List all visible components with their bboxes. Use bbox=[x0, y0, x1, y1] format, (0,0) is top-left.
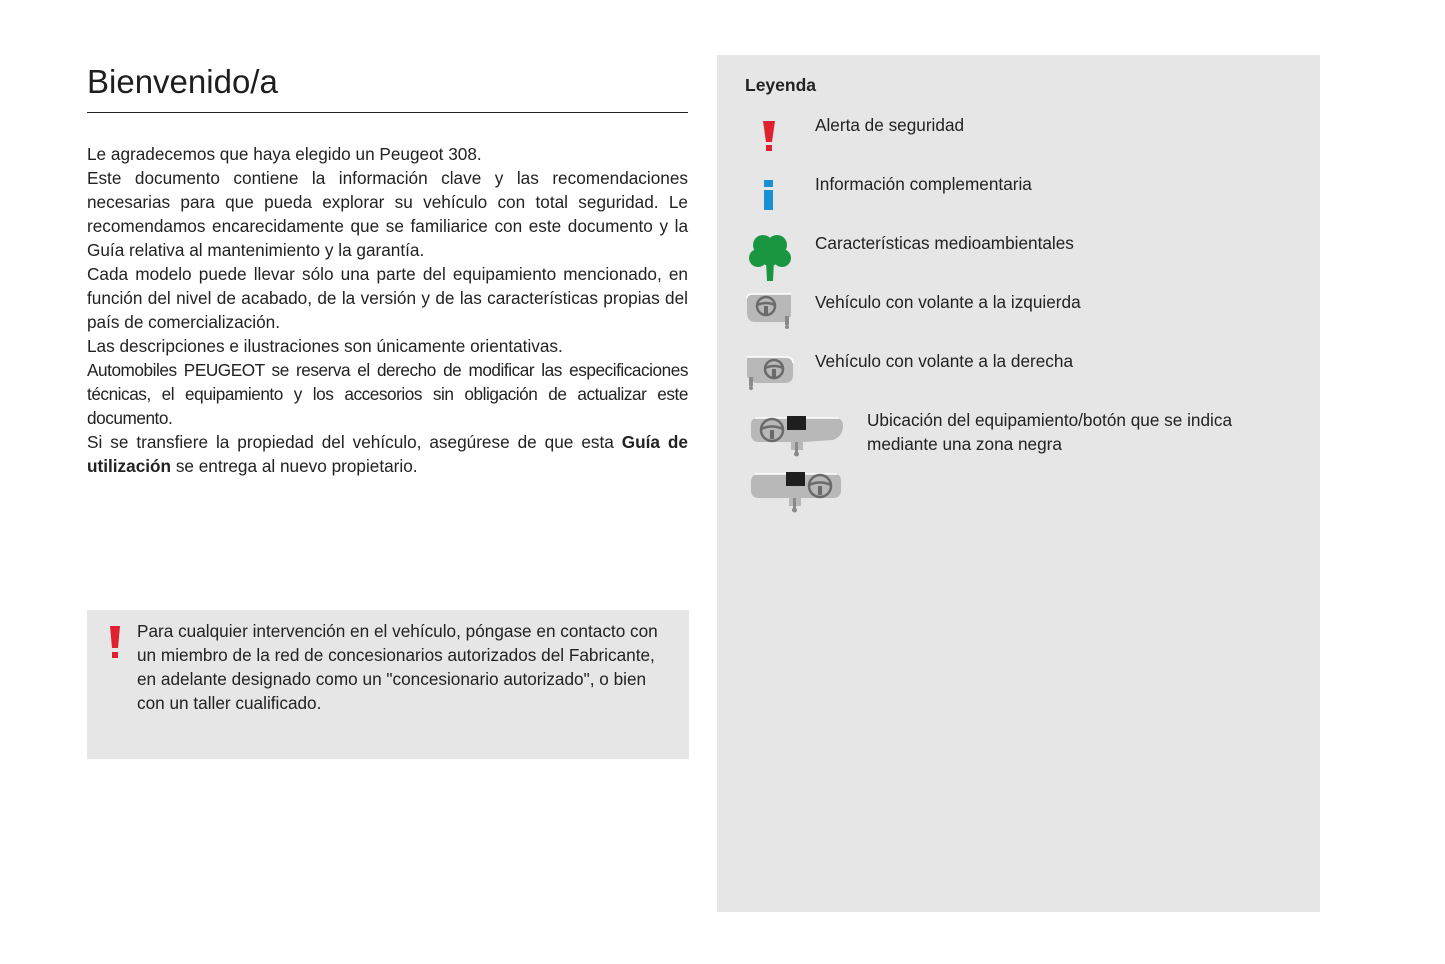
intro-paragraph: Automobiles PEUGEOT se reserva el derecho de modificar las especificaciones técnicas, el equipamiento y los accesorios sin obligación de actualizar este documento. bbox=[87, 360, 688, 428]
dashboard-location-right-icon bbox=[747, 468, 845, 518]
safety-alert-icon bbox=[761, 121, 777, 153]
intro-paragraph: Las descripciones e ilustraciones son únicamente orientativas. bbox=[87, 336, 563, 356]
tree-icon bbox=[749, 233, 791, 281]
right-hand-drive-icon bbox=[745, 353, 795, 393]
legend-label: Vehículo con volante a la derecha bbox=[815, 351, 1073, 371]
intro-paragraph: Cada modelo puede llevar sólo una parte del equipamiento mencionado, en función del nivel de acabado, de la versión y de las características propias del país de comercialización. bbox=[87, 264, 688, 332]
ownership-text-end: se entrega al nuevo propietario. bbox=[171, 456, 418, 476]
ownership-text: Si se transfiere la propiedad del vehículo, asegúrese de que esta bbox=[87, 432, 622, 452]
info-icon bbox=[763, 180, 775, 212]
page-title: Bienvenido/a bbox=[87, 60, 688, 113]
intro-paragraph: Le agradecemos que haya elegido un Peugeot 308. bbox=[87, 144, 482, 164]
intro-text bbox=[87, 142, 688, 478]
intro-paragraph: Este documento contiene la información clave y las recomendaciones necesarias para que pueda explorar su vehículo con total seguridad. Le recomendamos encarecidamente que se familiarice con este documento y la Guía relativa al mantenimiento y la garantía. bbox=[87, 168, 688, 260]
left-hand-drive-icon bbox=[745, 292, 795, 332]
legend-label: Ubicación del equipamiento/botón que se indica mediante una zona negra bbox=[867, 410, 1233, 454]
welcome-section bbox=[87, 60, 688, 478]
legend-label: Vehículo con volante a la izquierda bbox=[815, 292, 1081, 312]
legend-panel bbox=[717, 55, 1320, 912]
legend-title: Leyenda bbox=[745, 75, 816, 95]
legend-label: Información complementaria bbox=[815, 174, 1032, 194]
legend-label: Características medioambientales bbox=[815, 233, 1074, 253]
exclamation-icon bbox=[108, 626, 122, 660]
legend-label: Alerta de seguridad bbox=[815, 115, 965, 135]
warning-text: Para cualquier intervención en el vehículo, póngase en contacto con un miembro de la red de concesionarios autorizados del Fabricante, en adelante designado como un "concesionario autorizado", o bien con un taller cualificado. bbox=[137, 621, 658, 713]
guide-name-bold: Guía de utilización bbox=[87, 432, 688, 476]
dashboard-location-icon bbox=[747, 412, 845, 462]
intro-paragraph-ownership bbox=[87, 430, 688, 478]
warning-box bbox=[87, 610, 689, 759]
